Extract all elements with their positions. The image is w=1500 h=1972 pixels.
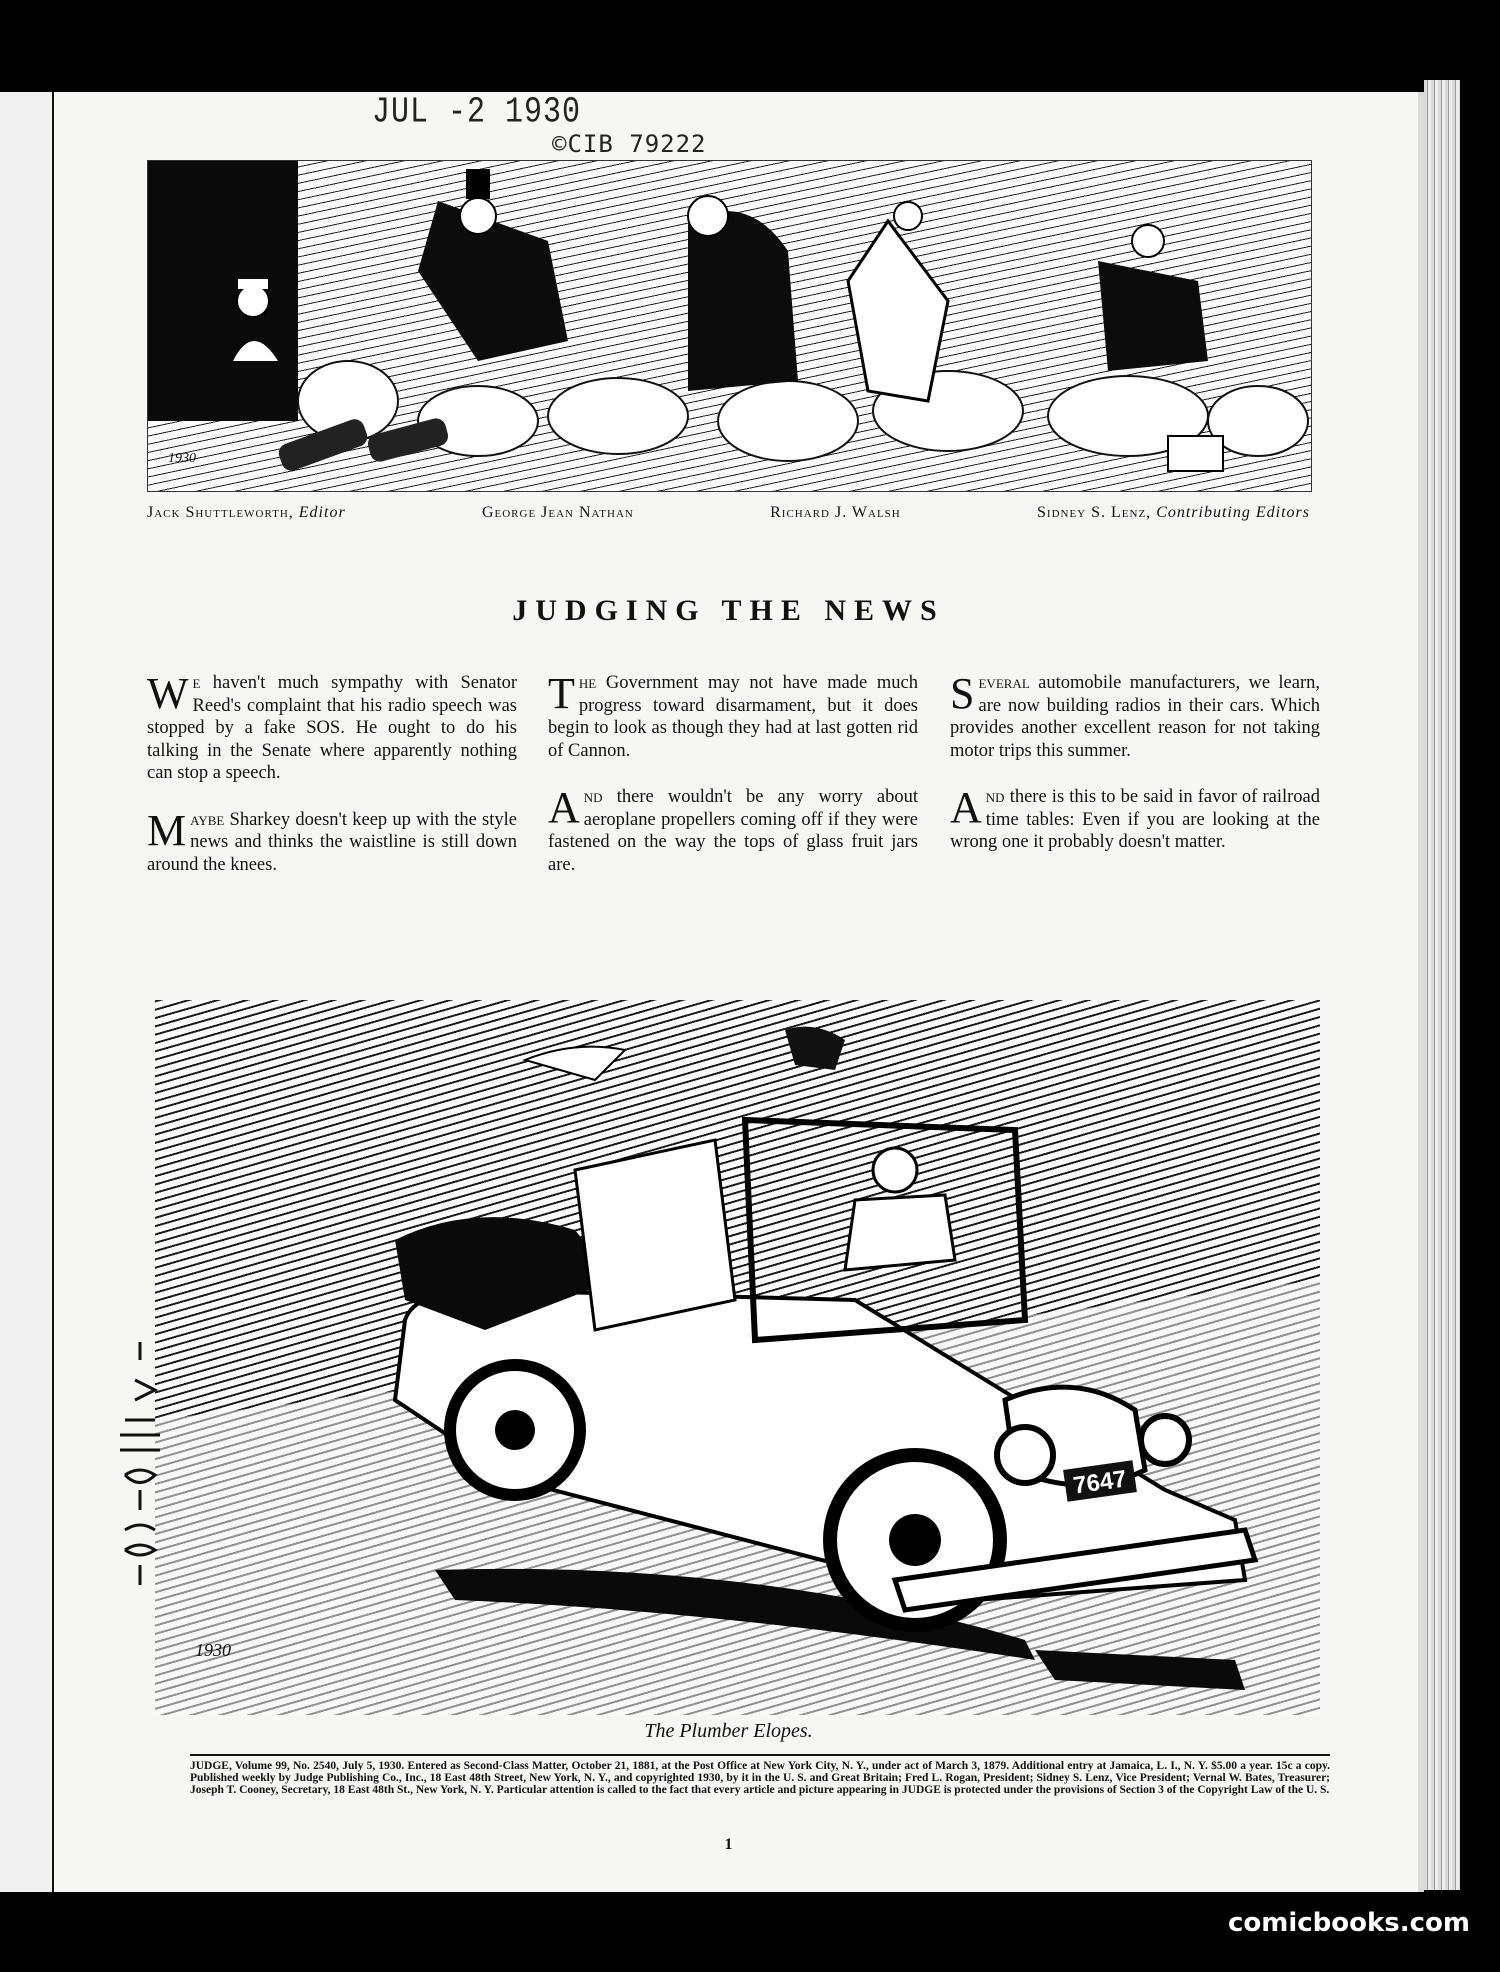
illustration-signature-year: 1930 [195,1640,231,1660]
page-number: 1 [724,1836,733,1853]
handwritten-annotation [105,1340,175,1590]
masthead-cartoon-drawing [148,161,1311,491]
illustration-caption: The Plumber Elopes. [644,1720,813,1742]
handwritten-annotation-drawing [105,1340,175,1590]
plumber-elopes-illustration [155,1000,1320,1715]
license-plate-text: 7647 [1071,1465,1129,1500]
news-paragraph: We haven't much sympathy with Senator Reed's complaint that his radio speech was stopped by a fake SOS. He ought to do his talking in the Senate where apparently nothing can stop a speech. [147,669,517,783]
site-watermark: comicbooks.com [1227,1908,1470,1938]
editor-credit: Jack Shuttleworth, Editor [147,504,346,521]
page-stack-edges [1424,80,1460,1890]
contributor-walsh: Richard J. Walsh [770,504,901,521]
masthead-cartoon [147,160,1312,492]
copyright-stamp: ©CIB 79222 [552,130,707,158]
news-paragraph: And there wouldn't be any worry about aeroplane propellers coming off if they were fastened on the way the tops of glass fruit jars are. [548,783,918,875]
contributor-lenz: Sidney S. Lenz, Contributing Editors [1037,504,1310,521]
staff-credits [147,504,1310,522]
publication-notice: JUDGE, Volume 99, No. 2540, July 5, 1930. Entered as Second-Class Matter, October 21, 1881, at the Post Office at New York City, N. Y., under act of March 3, 1879. Additional entry at Jamaica, L. I., N. Y. $5.00 a year. 15c a copy. Published weekly by Judge Publishing Co., Inc., 18 East 48th Street, New York, N. Y., and copyrighted 1930, by it in the U. S. and Great Britain; Fred L. Rogan, President; Sidney S. Lenz, Vice President; Vernal W. Bates, Treasurer; Joseph T. Cooney, Secretary, 18 East 48th St., New York, N. Y. Particular attention is called to the fact that every article and picture appearing in JUDGE is protected under the provisions of Section 3 of the Copyright Law of the U. S. [190,1760,1330,1796]
news-paragraph: The Government may not have made much progress toward disarmament, but it does begin to look as though they had at last gotten rid of Cannon. [548,669,918,761]
news-paragraph: Maybe Sharkey doesn't keep up with the style news and thinks the waistline is still down around the knees. [147,805,517,875]
news-paragraph: Several automobile manufacturers, we learn, are now building radios in their cars. Which provides another excellent reason for not taking motor trips this summer. [950,669,1320,761]
date-stamp: JUL -2 1930 [372,92,582,134]
news-paragraph: And there is this to be said in favor of railroad time tables: Even if you are looking at the wrong one it probably doesn't matter. [950,783,1320,852]
news-column-2 [548,669,918,900]
article-headline: JUDGING THE NEWS [512,594,945,627]
contributor-nathan: George Jean Nathan [481,504,634,521]
left-page-spine [0,92,55,1892]
banner-signature-year: 1930 [168,451,196,466]
footer-rule [190,1754,1330,1756]
news-column-1 [147,669,517,900]
car-drawing [155,1000,1320,1715]
news-column-3 [950,669,1320,878]
